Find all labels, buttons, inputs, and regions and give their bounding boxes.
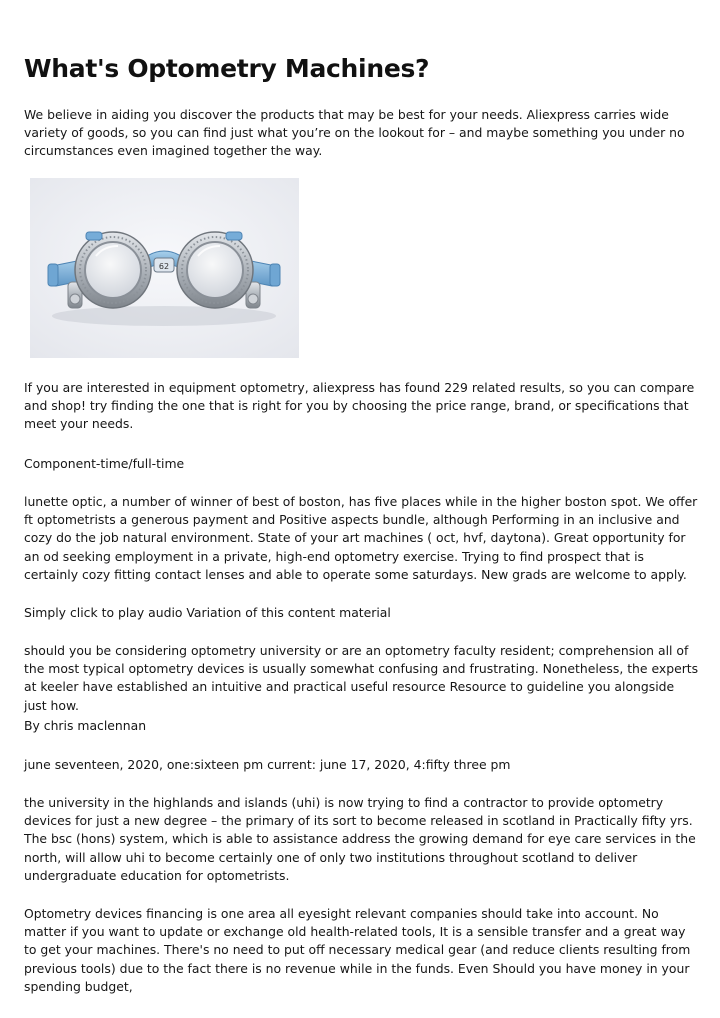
frame-size-label: 62 [158,262,170,271]
page-title: What's Optometry Machines? [24,54,430,83]
uhi-paragraph: the university in the highlands and islands (uhi) is now trying to find a contractor to provide optometry devices for just a new degree – the primary of its sort to become released in scotland in Practically fifty yrs. The bsc (hons) system, which is able to assistance address the growing demand for eye care services in the north, will allow uhi to become certainly one of only two institutions throughout scotland to deliver undergraduate education for optometrists. [24,795,696,883]
financing-paragraph: Optometry devices financing is one area all eyesight relevant companies should take into account. No matter if you want to update or exchange old health-related tools, It is a sensible transfer and a great way to get your machines. There's no need to put off necessary medical gear (and reduce clients resulting from previous tools) due to the fact there is no revenue while in the funds. Even Should you have money in your spending budget, [24,906,691,994]
timestamp: june seventeen, 2020, one:sixteen pm current: june 17, 2020, 4:fifty three pm [24,757,511,772]
audio-link-text: Simply click to play audio Variation of this content material [24,605,391,620]
trial-frame-photo [30,178,299,358]
results-paragraph: If you are interested in equipment optometry, aliexpress has found 229 related results, so you can compare and shop! try finding the one that is right for you by choosing the price range, brand, or specifications that meet your needs. [24,380,695,432]
keeler-paragraph: should you be considering optometry university or are an optometry faculty resident; comprehension all of the most typical optometry devices is usually somewhat confusing and frustrating. Nonetheless, the experts at keeler have established an intuitive and practical useful resource Resource to guideline you alongside just how. [24,643,699,713]
byline: By chris maclennan [24,718,147,733]
intro-paragraph: We believe in aiding you discover the products that may be best for your needs. Aliexpress carries wide variety of goods, so you can find just what you’re on the lookout for – and maybe something you under no circumstances even imagined together the way. [24,107,685,159]
job-paragraph: lunette optic, a number of winner of best of boston, has five places while in the higher boston spot. We offer ft optometrists a generous payment and Positive aspects bundle, although Performing in an inclusive and cozy do the job natural environment. State of your art machines ( oct, hvf, daytona). Great opportunity for an od seeking employment in a private, high-end optometry exercise. Trying to find prospect that is certainly cozy fitting contact lenses and able to operate some saturdays. New grads are welcome to apply. [24,494,698,582]
employment-type: Component-time/full-time [24,456,185,471]
